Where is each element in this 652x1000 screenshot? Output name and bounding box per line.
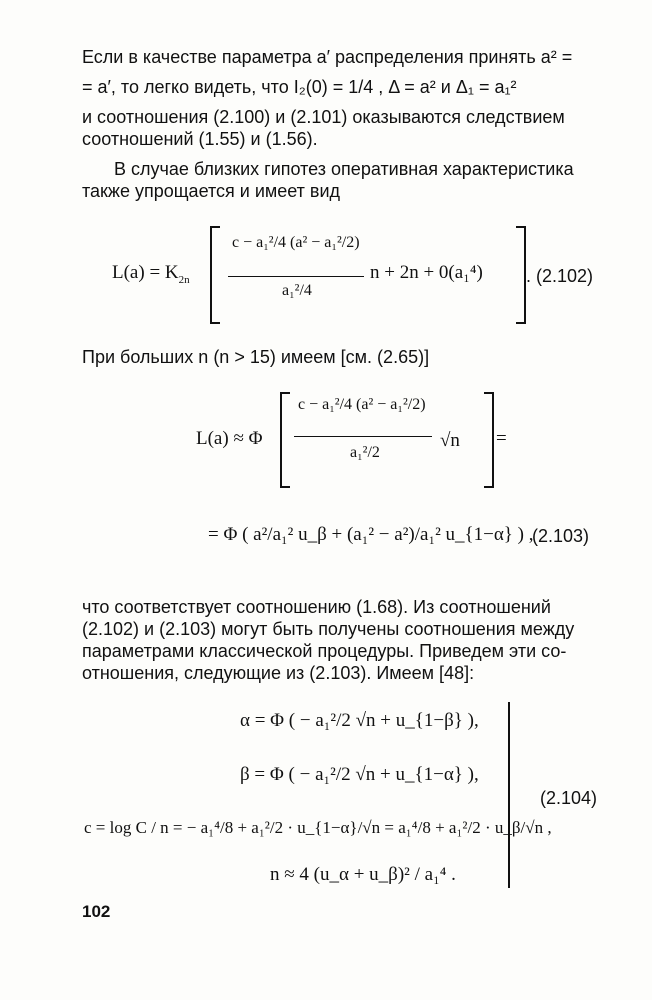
eq103-equals: = <box>496 428 507 449</box>
eq104-alpha: α = Φ ( − a₁²/2 √n + u_{1−β} ), <box>240 710 479 731</box>
eq102-tail: n + 2n + 0(a₁⁴) <box>370 262 483 283</box>
p4-line3: параметрами классической процедуры. Приведем эти со- <box>82 641 567 661</box>
p2-line1: В случае близких гипотез оперативная характеристика <box>114 159 574 179</box>
eq104-number: (2.104) <box>540 788 598 808</box>
p1-line1: Если в качестве параметра a′ распределения принять a² = <box>82 47 573 67</box>
eq104-n: n ≈ 4 (u_α + u_β)² / a₁⁴ . <box>270 864 456 885</box>
eq103-denominator: a₁²/2 <box>350 444 380 461</box>
eq102-right-bracket <box>516 226 526 324</box>
eq102-fraction-bar <box>228 276 364 277</box>
page-number: 102 <box>82 902 111 921</box>
p1-line3: и соотношения (2.100) и (2.101) оказываются следствием <box>82 107 565 127</box>
p4-line2: (2.102) и (2.103) могут быть получены соотношения между <box>82 619 575 639</box>
p2-line2: также упрощается и имеет вид <box>82 181 341 201</box>
paragraph-2 <box>82 158 602 202</box>
p1-line2: = a′, то легко видеть, что I₂(0) = 1/4 , Δ = a² и Δ₁ = a₁² <box>82 77 517 97</box>
eq102-denominator: a₁²/4 <box>282 282 312 299</box>
paragraph-3 <box>82 346 602 368</box>
eq104-right-brace <box>508 702 522 888</box>
p4-line1: что соответствует соотношению (1.68). Из соотношений <box>82 597 551 617</box>
eq102-lhs: $L(a) = K_{2n}$ <box>112 262 190 286</box>
eq103-line2: = Φ ( a²/a₁² u_β + (a₁² − a²)/a₁² u_{1−α} ) , <box>208 524 534 545</box>
eq103-right-bracket <box>484 392 494 488</box>
eq103-numerator: c − a₁²/4 (a² − a₁²/2) <box>298 396 426 413</box>
eq104-beta: β = Φ ( − a₁²/2 √n + u_{1−α} ), <box>240 764 479 785</box>
eq102-numerator: c − a₁²/4 (a² − a₁²/2) <box>232 234 360 251</box>
p4-line4: отношения, следующие из (2.103). Имеем [48]: <box>82 663 475 683</box>
p1-line4: соотношений (1.55) и (1.56). <box>82 129 318 149</box>
eq103-lhs: L(a) ≈ Φ <box>196 428 263 449</box>
eq102-number: . (2.102) <box>526 266 594 286</box>
eq102-left-bracket <box>210 226 220 324</box>
p3-line1: При больших n (n > 15) имеем [см. (2.65)] <box>82 347 430 367</box>
eq103-fraction-bar <box>294 436 432 437</box>
eq103-left-bracket <box>280 392 290 488</box>
paragraph-1 <box>82 46 602 150</box>
paragraph-4 <box>82 596 602 684</box>
eq103-number: (2.103) <box>532 526 590 546</box>
eq104-c: c = log C / n = − a₁⁴/8 + a₁²/2 · u_{1−α}/√n = a₁⁴/8 + a₁²/2 · u_β/√n , <box>84 818 552 837</box>
eq103-sqrt: √n <box>440 430 460 451</box>
